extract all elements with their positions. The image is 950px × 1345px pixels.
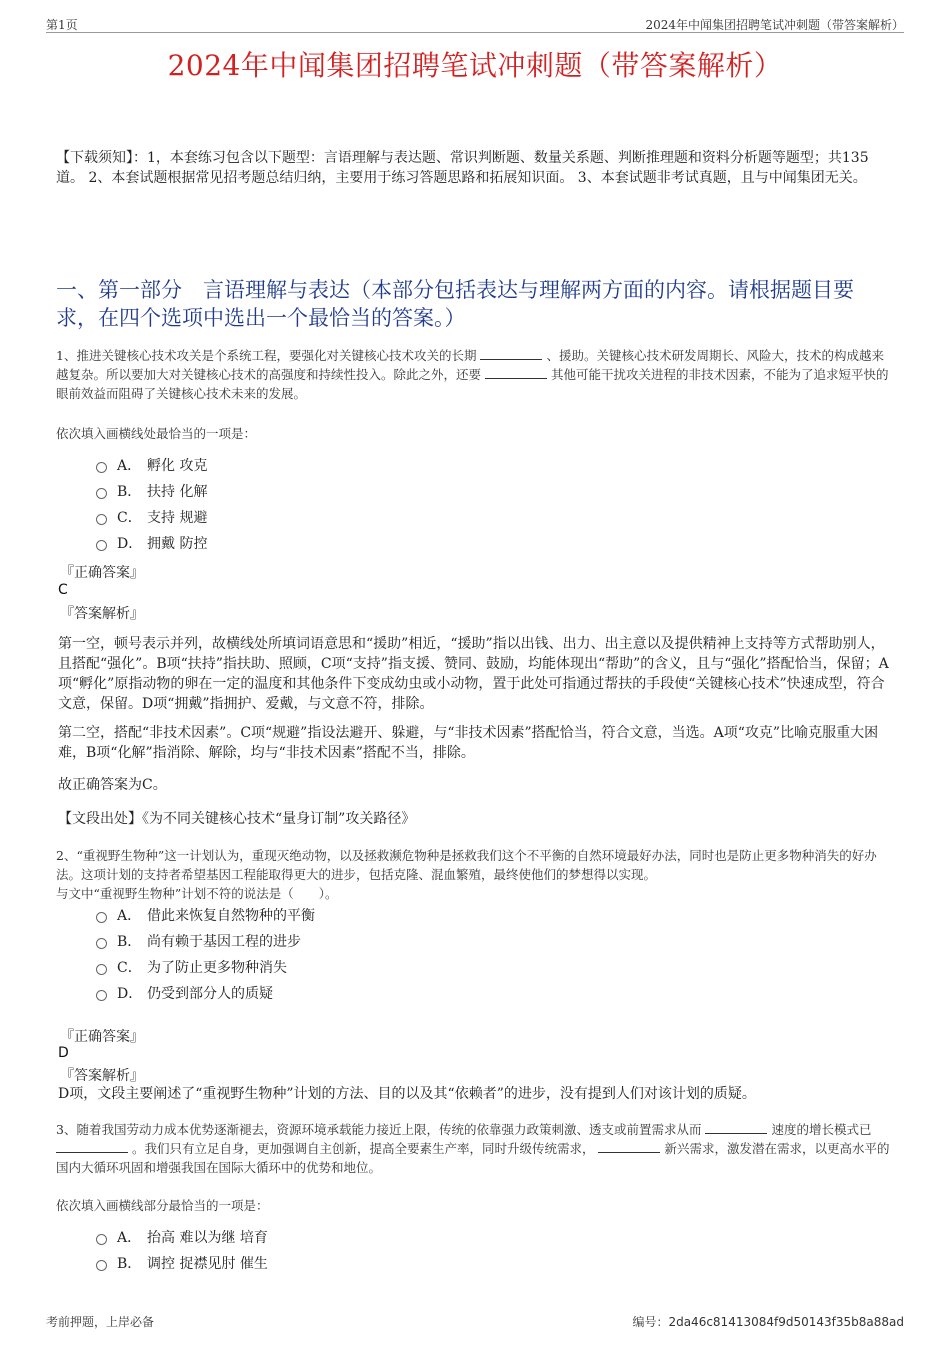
correct-answer: D <box>58 1045 69 1061</box>
analysis-conclusion: 故正确答案为C。 <box>58 777 167 793</box>
option-d[interactable]: D． 拥戴 防控 <box>96 530 207 556</box>
analysis-paragraph-1: 第一空，顿号表示并列，故横线处所填词语意思和“援助”相近，“援助”指以出钱、出力、出主意以及提供精神上支持等方式帮助别人，且搭配“强化”。B项“扶持”指扶助、照顾，C项“支持”指支援、赞同、鼓励，均能体现出“帮助”的含义，且与“强化”搭配恰当，保留；A项“孵化”原指动物的卵在一定的温度和其他条件下变成幼虫或小动物，置于此处可指通过帮扶的手段使“关键核心技术”快速成型，符合文意，保留。D项“拥戴”指拥护、爱戴，与文意不符，排除。 <box>58 636 889 712</box>
option-c[interactable]: C． 支持 规避 <box>96 504 207 530</box>
question-1-prompt: 依次填入画横线处最恰当的一项是： <box>56 426 257 441</box>
correct-answer-label: 『正确答案』 <box>60 565 144 581</box>
radio-icon[interactable] <box>96 514 107 525</box>
question-3-prompt: 依次填入画横线部分最恰当的一项是： <box>56 1198 269 1213</box>
page-number: 第1页 <box>46 18 78 32</box>
document-code: 编号：2da46c81413084f9d50143f35b8a88ad <box>632 1315 904 1329</box>
option-a[interactable]: A． 孵化 攻克 <box>96 452 207 478</box>
radio-icon[interactable] <box>96 540 107 551</box>
correct-answer-label: 『正确答案』 <box>60 1029 144 1045</box>
correct-answer: C <box>58 582 68 598</box>
option-a[interactable]: A． 抬高 难以为继 培育 <box>96 1224 268 1250</box>
option-a[interactable]: A． 借此来恢复自然物种的平衡 <box>96 902 315 928</box>
radio-icon[interactable] <box>96 462 107 473</box>
text-source: 【文段出处】《为不同关键核心技术“量身订制”攻关路径》 <box>58 811 416 827</box>
fill-blank <box>480 347 542 360</box>
radio-icon[interactable] <box>96 1234 107 1245</box>
question-3-options <box>96 1224 268 1276</box>
radio-icon[interactable] <box>96 1260 107 1271</box>
radio-icon[interactable] <box>96 488 107 499</box>
option-c[interactable]: C． 为了防止更多物种消失 <box>96 954 315 980</box>
question-1-options <box>96 452 207 556</box>
analysis-label: 『答案解析』 <box>60 1068 144 1084</box>
question-2-prompt: 与文中“重视野生物种”计划不符的说法是（ ）。 <box>56 886 338 901</box>
option-b[interactable]: B． 扶持 化解 <box>96 478 207 504</box>
analysis-label: 『答案解析』 <box>60 606 144 622</box>
analysis-paragraph: D项，文段主要阐述了“重视野生物种”计划的方法、目的以及其“依赖者”的进步，没有提到人们对该计划的质疑。 <box>58 1086 756 1102</box>
document-title: 2024年中闻集团招聘笔试冲刺题（带答案解析） <box>167 49 783 82</box>
option-b[interactable]: B． 尚有赖于基因工程的进步 <box>96 928 315 954</box>
question-2-options <box>96 902 315 1006</box>
option-d[interactable]: D． 仍受到部分人的质疑 <box>96 980 315 1006</box>
question-1-text: 1、推进关键核心技术攻关是个系统工程，要强化对关键核心技术攻关的长期 、援助。关键核心技术研发周期长、风险大，技术的构成越来越复杂。所以要加大对关键核心技术的高强度和持续性投入。除此之外，还要 其他可能干扰攻关进程的非技术因素，不能为了追求短平快的眼前效益而阻碍了关键核心技术未来的发展。 <box>56 348 889 401</box>
fill-blank <box>485 366 547 379</box>
footer-slogan: 考前押题，上岸必备 <box>46 1315 155 1329</box>
radio-icon[interactable] <box>96 964 107 975</box>
header-doc-title: 2024年中闻集团招聘笔试冲刺题（带答案解析） <box>645 18 904 32</box>
question-3-text: 3、随着我国劳动力成本优势逐渐褪去，资源环境承载能力接近上限，传统的依靠强力政策刺激、透支或前置需求从而 速度的增长模式已 。我们只有立足自身，更加强调自主创新，提高全要素生产率，同时升级传统需求， 新兴需求，激发潜在需求，以更高水平的国内大循环巩固和增强我国在国际大循环中的优势和地位。 <box>56 1122 890 1175</box>
option-b[interactable]: B． 调控 捉襟见肘 催生 <box>96 1250 268 1276</box>
fill-blank <box>598 1140 660 1153</box>
question-2-text: 2、“重视野生物种”这一计划认为，重现灭绝动物，以及拯救濒危物种是拯救我们这个不平衡的自然环境最好办法，同时也是防止更多物种消失的好办法。这项计划的支持者希望基因工程能取得更大的进步，包括克隆、混血繁殖，最终使他们的梦想得以实现。 <box>56 848 877 882</box>
radio-icon[interactable] <box>96 990 107 1001</box>
section-heading: 一、第一部分 言语理解与表达（本部分包括表达与理解两方面的内容。请根据题目要求，在四个选项中选出一个最恰当的答案。） <box>56 278 854 330</box>
fill-blank <box>705 1121 767 1134</box>
download-notice: 【下载须知】：1，本套练习包含以下题型：言语理解与表达题、常识判断题、数量关系题、判断推理题和资料分析题等题型；共135道。 2、本套试题根据常见招考题总结归纳，主要用于练习答题思路和拓展知识面。 3、本套试题非考试真题，且与中闻集团无关。 <box>56 150 869 186</box>
fill-blank <box>56 1140 128 1153</box>
radio-icon[interactable] <box>96 912 107 923</box>
analysis-paragraph-2: 第二空，搭配“非技术因素”。C项“规避”指设法避开、躲避，与“非技术因素”搭配恰当，符合文意，当选。A项“攻克”比喻克服重大困难，B项“化解”指消除、解除，均与“非技术因素”搭配不当，排除。 <box>58 725 879 761</box>
radio-icon[interactable] <box>96 938 107 949</box>
page-header <box>46 14 904 33</box>
